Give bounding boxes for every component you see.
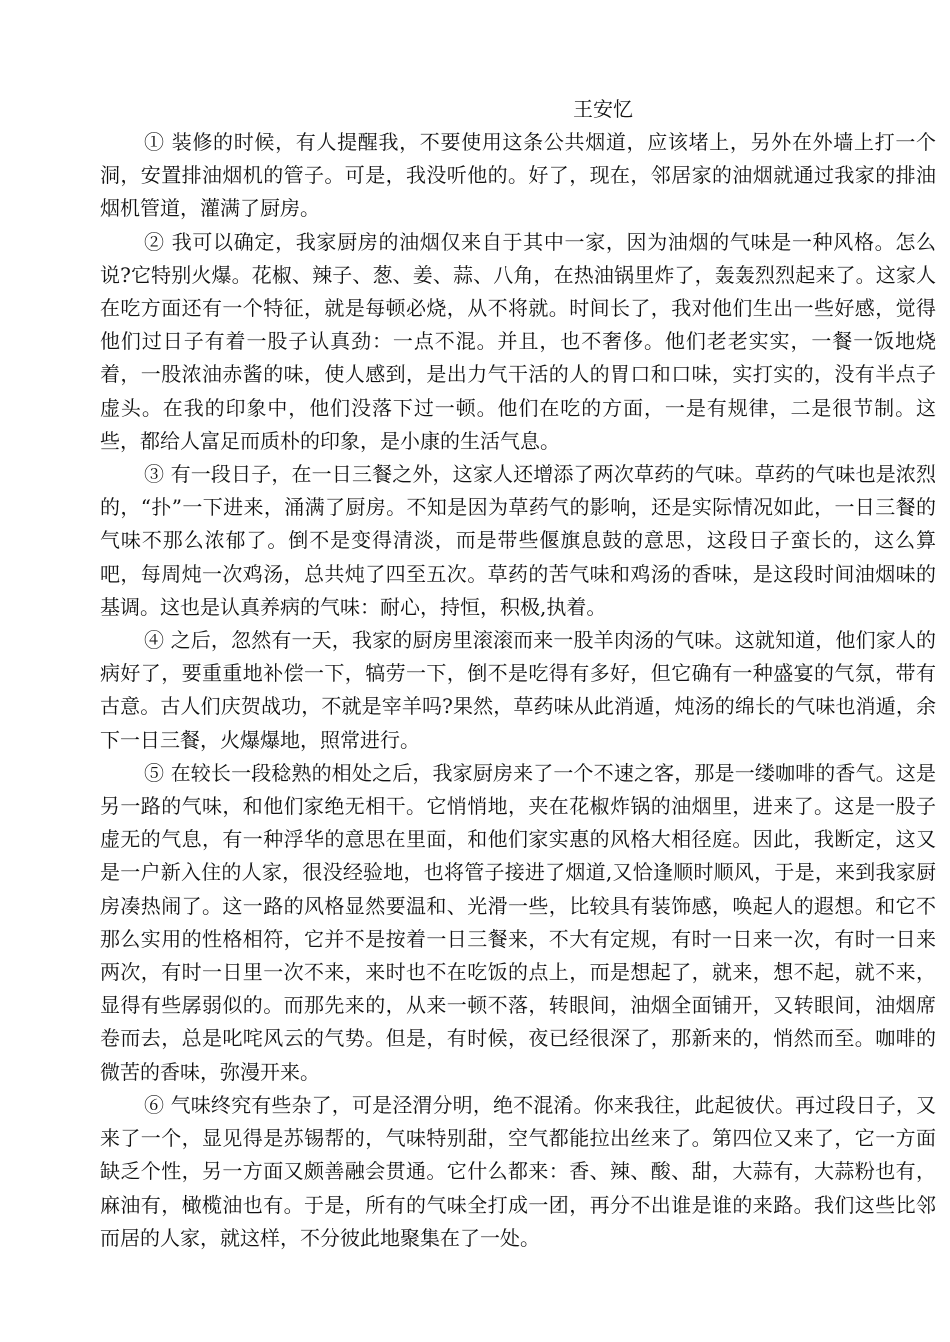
paragraph-2: ② 我可以确定，我家厨房的油烟仅来自于其中一家，因为油烟的气味是一种风格。怎么说?它特别火爆。花椒、辣子、葱、姜、蒜、八角，在热油锅里炸了，轰轰烈烈起来了。这家人在吃方面还有一个特征，就是每顿必烧，从不将就。时间长了，我对他们生出一些好感，觉得他们过日子有着一股子认真劲：一点不混。并且，也不奢侈。他们老老实实，一餐一饭地烧着，一股浓油赤酱的味，使人感到，是出力气干活的人的胃口和口味，实打实的，没有半点子虚头。在我的印象中，他们没落下过一顿。他们在吃的方面，一是有规律，二是很节制。这些，都给人富足而质朴的印象，是小康的生活气息。 — [100, 229, 936, 453]
document-page — [100, 93, 936, 1255]
paragraph-6: ⑥ 气味终究有些杂了，可是泾渭分明，绝不混淆。你来我往，此起彼伏。再过段日子，又来了一个，显见得是苏锡帮的，气味特别甜，空气都能拉出丝来了。第四位又来了，它一方面缺乏个性，另一方面又颇善融会贯通。它什么都来：香、辣、酸、甜，大蒜有，大蒜粉也有，麻油有，橄榄油也有。于是，所有的气味全打成一团，再分不出谁是谁的来路。我们这些比邻而居的人家，就这样，不分彼此地聚集在了一处。 — [100, 1092, 936, 1250]
paragraph-4: ④ 之后，忽然有一天，我家的厨房里滚滚而来一股羊肉汤的气味。这就知道，他们家人的病好了，要重重地补偿一下，犒劳一下，倒不是吃得有多好，但它确有一种盛宴的气氛，带有古意。古人们庆贺战功，不就是宰羊吗?果然，草药味从此消遁，炖汤的绵长的气味也消遁，余下一日三餐，火爆爆地，照常进行。 — [100, 628, 936, 752]
paragraph-5: ⑤ 在较长一段稔熟的相处之后，我家厨房来了一个不速之客，那是一缕咖啡的香气。这是另一路的气味，和他们家绝无相干。它悄悄地，夹在花椒炸锅的油烟里，进来了。这是一股子虚无的气息，有一种浮华的意思在里面，和他们家实惠的风格大相径庭。因此，我断定，这又是一户新入住的人家，很没经验地，也将管子接进了烟道,又恰逢顺时顺风，于是，来到我家厨房凑热闹了。这一路的风格显然要温和、光滑一些，比较具有装饰感，唤起人的遐想。和它不那么实用的性格相符，它并不是按着一日三餐来，不大有定规，有时一日来一次，有时一日来两次，有时一日里一次不来，来时也不在吃饭的点上，而是想起了，就来，想不起，就不来，显得有些孱弱似的。而那先来的，从来一顿不落，转眼间，油烟全面铺开，又转眼间，油烟席卷而去，总是叱咤风云的气势。但是，有时候，夜已经很深了，那新来的，悄然而至。咖啡的微苦的香味，弥漫开来。 — [100, 760, 936, 1084]
author-name: 王安忆 — [573, 97, 633, 121]
paragraph-3: ③ 有一段日子，在一日三餐之外，这家人还增添了两次草药的气味。草药的气味也是浓烈的，“扑”一下进来，涌满了厨房。不知是因为草药气的影响，还是实际情况如此，一日三餐的气味不那么浓郁了。倒不是变得清淡，而是带些偃旗息鼓的意思，这段日子蛮长的，这么算吧，每周炖一次鸡汤，总共炖了四至五次。草药的苦气味和鸡汤的香味，是这段时间油烟味的基调。这也是认真养病的气味：耐心，持恒，积极,执着。 — [100, 462, 936, 619]
paragraph-1: ① 装修的时候，有人提醒我，不要使用这条公共烟道，应该堵上，另外在外墙上打一个洞，安置排油烟机的管子。可是，我没听他的。好了，现在，邻居家的油烟就通过我家的排油烟机管道，灌满了厨房。 — [100, 130, 936, 221]
